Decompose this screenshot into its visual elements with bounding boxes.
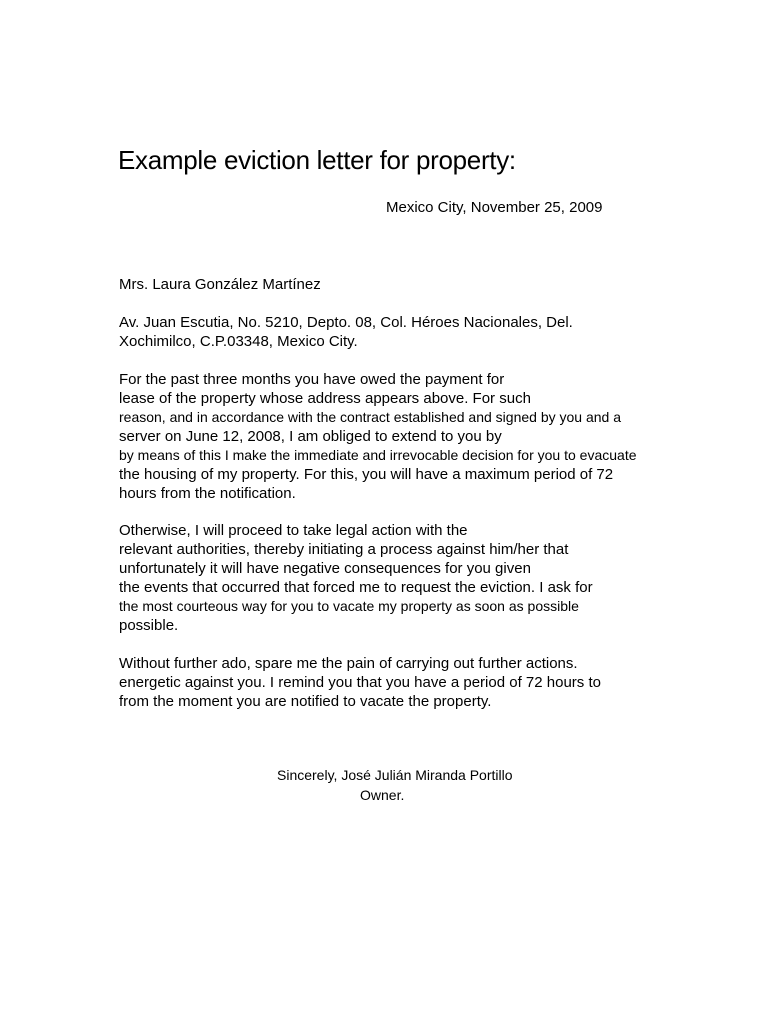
paragraph-line: the housing of my property. For this, you will have a maximum period of 72 [119,466,614,483]
signature-role: Owner. [360,787,405,803]
paragraph-line: energetic against you. I remind you that you have a period of 72 hours to [119,674,601,691]
address-line: Xochimilco, C.P.03348, Mexico City. [119,333,358,350]
document-title: Example eviction letter for property: [118,145,516,175]
recipient-name [119,275,321,294]
paragraph-line: possible. [119,617,179,634]
dateline: Mexico City, November 25, 2009 [386,199,603,216]
paragraph-line: the most courteous way for you to vacate my property as soon as possible [119,598,579,614]
paragraph-line: relevant authorities, thereby initiating a process against him/her that [119,541,569,558]
recipient-line: Mrs. Laura González Martínez [119,276,321,293]
paragraph-line: Without further ado, spare me the pain of carrying out further actions. [119,655,578,672]
paragraph-line: lease of the property whose address appears above. For such [119,390,531,407]
signature-line: Sincerely, José Julián Miranda Portillo [277,767,513,783]
address-line: Av. Juan Escutia, No. 5210, Depto. 08, Col. Héroes Nacionales, Del. [119,314,573,331]
paragraph-legal-action [119,521,593,635]
paragraph-line: by means of this I make the immediate and irrevocable decision for you to evacuate [119,447,637,463]
paragraph-line: Otherwise, I will proceed to take legal action with the [119,522,468,539]
paragraph-line: reason, and in accordance with the contract established and signed by you and a [119,409,621,425]
recipient-address [119,313,573,351]
paragraph-closing [119,654,601,711]
paragraph-notice [119,370,637,503]
paragraph-line: hours from the notification. [119,485,296,502]
paragraph-line: unfortunately it will have negative consequences for you given [119,560,531,577]
paragraph-line: For the past three months you have owed the payment for [119,371,505,388]
paragraph-line: the events that occurred that forced me to request the eviction. I ask for [119,579,593,596]
paragraph-line: server on June 12, 2008, I am obliged to extend to you by [119,428,502,445]
paragraph-line: from the moment you are notified to vacate the property. [119,693,492,710]
